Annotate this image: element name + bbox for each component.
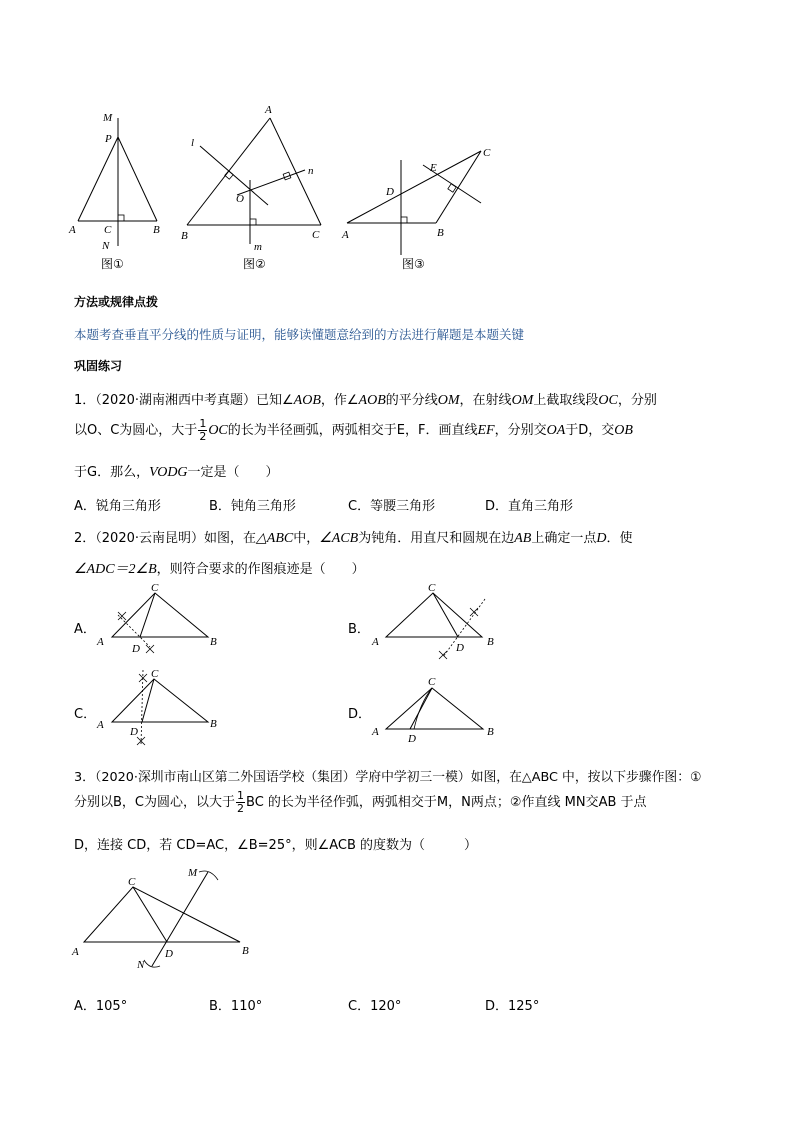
fig1-label-C: C [104, 224, 112, 236]
fig1-label-A: A [69, 224, 76, 236]
fig3-label-E: E [430, 162, 437, 174]
svg-text:D: D [408, 733, 416, 745]
fig2-label-O: O [236, 193, 244, 205]
q3-figure [0, 860, 794, 975]
fig2-label-m: m [254, 241, 262, 253]
q3-option-d[interactable]: D．125° [485, 999, 540, 1014]
q2-option-c-label[interactable]: C． [74, 707, 97, 722]
svg-text:D: D [132, 643, 140, 655]
svg-text:B: B [242, 945, 249, 957]
q2-figure-d[interactable] [371, 676, 494, 745]
fig2-label-l: l [191, 137, 195, 149]
q1-line3: 于G．那么，VODG一定是（ ） [74, 465, 279, 480]
fig1-label-M: M [103, 112, 113, 124]
q3-fraction: $\frac{1}{2}$ [237, 789, 244, 815]
svg-text:A: A [97, 636, 104, 648]
q1-line1: 1．（2020·湖南湘西中考真题）已知∠AOB，作∠AOB的平分线OM，在射线OM上截取线段OC，分别 [74, 393, 657, 408]
svg-text:B: B [487, 726, 494, 738]
q2-figure-c[interactable] [96, 668, 217, 745]
svg-text:A: A [97, 719, 104, 731]
svg-text:A: A [372, 636, 379, 648]
q3-option-b[interactable]: B．110° [209, 999, 263, 1014]
svg-text:C: C [151, 582, 159, 594]
q2-figure-b[interactable] [371, 582, 494, 659]
q1-option-c[interactable]: C．等腰三角形 [348, 499, 436, 514]
fig3-label-B: B [437, 227, 444, 239]
svg-text:C: C [151, 668, 159, 680]
fig1-label-P: P [105, 133, 112, 145]
svg-text:C: C [428, 676, 436, 688]
q1-option-d[interactable]: D．直角三角形 [485, 499, 574, 514]
svg-text:D: D [165, 948, 173, 960]
svg-text:A: A [372, 726, 379, 738]
practice-heading: 巩固练习 [74, 359, 123, 373]
q2-option-a-label[interactable]: A． [74, 622, 96, 637]
fig3-label-A: A [342, 229, 349, 241]
fig1-label-B: B [153, 224, 160, 236]
figure-1 [68, 112, 160, 271]
svg-text:B: B [487, 636, 494, 648]
svg-text:D: D [130, 726, 138, 738]
fig2-label-C: C [312, 229, 320, 241]
q2-option-b-label[interactable]: B． [348, 622, 370, 637]
fig2-label-B: B [181, 230, 188, 242]
fig3-caption: 图③ [402, 257, 425, 271]
q3-line3: D，连接 CD，若 CD=AC，∠B=25°，则∠ACB 的度数为（ ） [74, 838, 478, 853]
q2-figure-a[interactable] [96, 582, 217, 655]
figure-2 [181, 104, 321, 271]
q2-figures [0, 575, 794, 750]
fig3-label-D: D [386, 186, 394, 198]
fig1-label-N: N [102, 240, 110, 252]
q3-line1: 3．（2020·深圳市南山区第二外国语学校（集团）学府中学初三一模）如图，在△ABC 中，按以下步骤作图：① [74, 770, 702, 785]
svg-text:A: A [72, 946, 79, 958]
q1-option-a[interactable]: A．锐角三角形 [74, 499, 161, 514]
fig2-label-A: A [265, 104, 272, 116]
svg-text:B: B [210, 636, 217, 648]
q2-line1: 2．（2020·云南昆明）如图，在△ABC中，∠ACB为钝角．用直尺和圆规在边AB上确定一点D．使 [74, 531, 633, 546]
q1-line2: 以O、C为圆心，大于 $\frac{1}{2}$ OC的长为半径画弧，两弧相交于E，F．画直线EF，分别交OA于D，交OB [74, 417, 633, 443]
top-figures [0, 0, 794, 290]
fig2-label-n: n [308, 165, 314, 177]
q1-option-b[interactable]: B．钝角三角形 [209, 499, 296, 514]
figure-3 [341, 147, 491, 271]
svg-text:D: D [456, 642, 464, 654]
q2-line2: ∠ADC＝2∠B，则符合要求的作图痕迹是（ ） [74, 562, 365, 577]
fig1-caption: 图① [101, 257, 124, 271]
svg-text:C: C [428, 582, 436, 594]
q3-line2: 分别以B，C为圆心，以大于 $\frac{1}{2}$ BC 的长为半径作弧，两弧相交于M，N两点；②作直线 MN交AB 于点 [74, 789, 647, 815]
svg-text:M: M [188, 867, 198, 879]
q3-option-a[interactable]: A．105° [74, 999, 128, 1014]
svg-text:C: C [128, 876, 136, 888]
fig3-label-C: C [483, 147, 491, 159]
svg-text:B: B [210, 718, 217, 730]
method-heading: 方法或规律点拨 [74, 295, 159, 309]
q3-option-c[interactable]: C．120° [348, 999, 402, 1014]
q2-option-d-label[interactable]: D． [348, 707, 372, 722]
fig2-caption: 图② [243, 257, 266, 271]
method-text: 本题考查垂直平分线的性质与证明，能够读懂题意给到的方法进行解题是本题关键 [74, 327, 525, 342]
svg-text:N: N [137, 959, 145, 971]
q1-fraction: $\frac{1}{2}$ [199, 417, 207, 443]
